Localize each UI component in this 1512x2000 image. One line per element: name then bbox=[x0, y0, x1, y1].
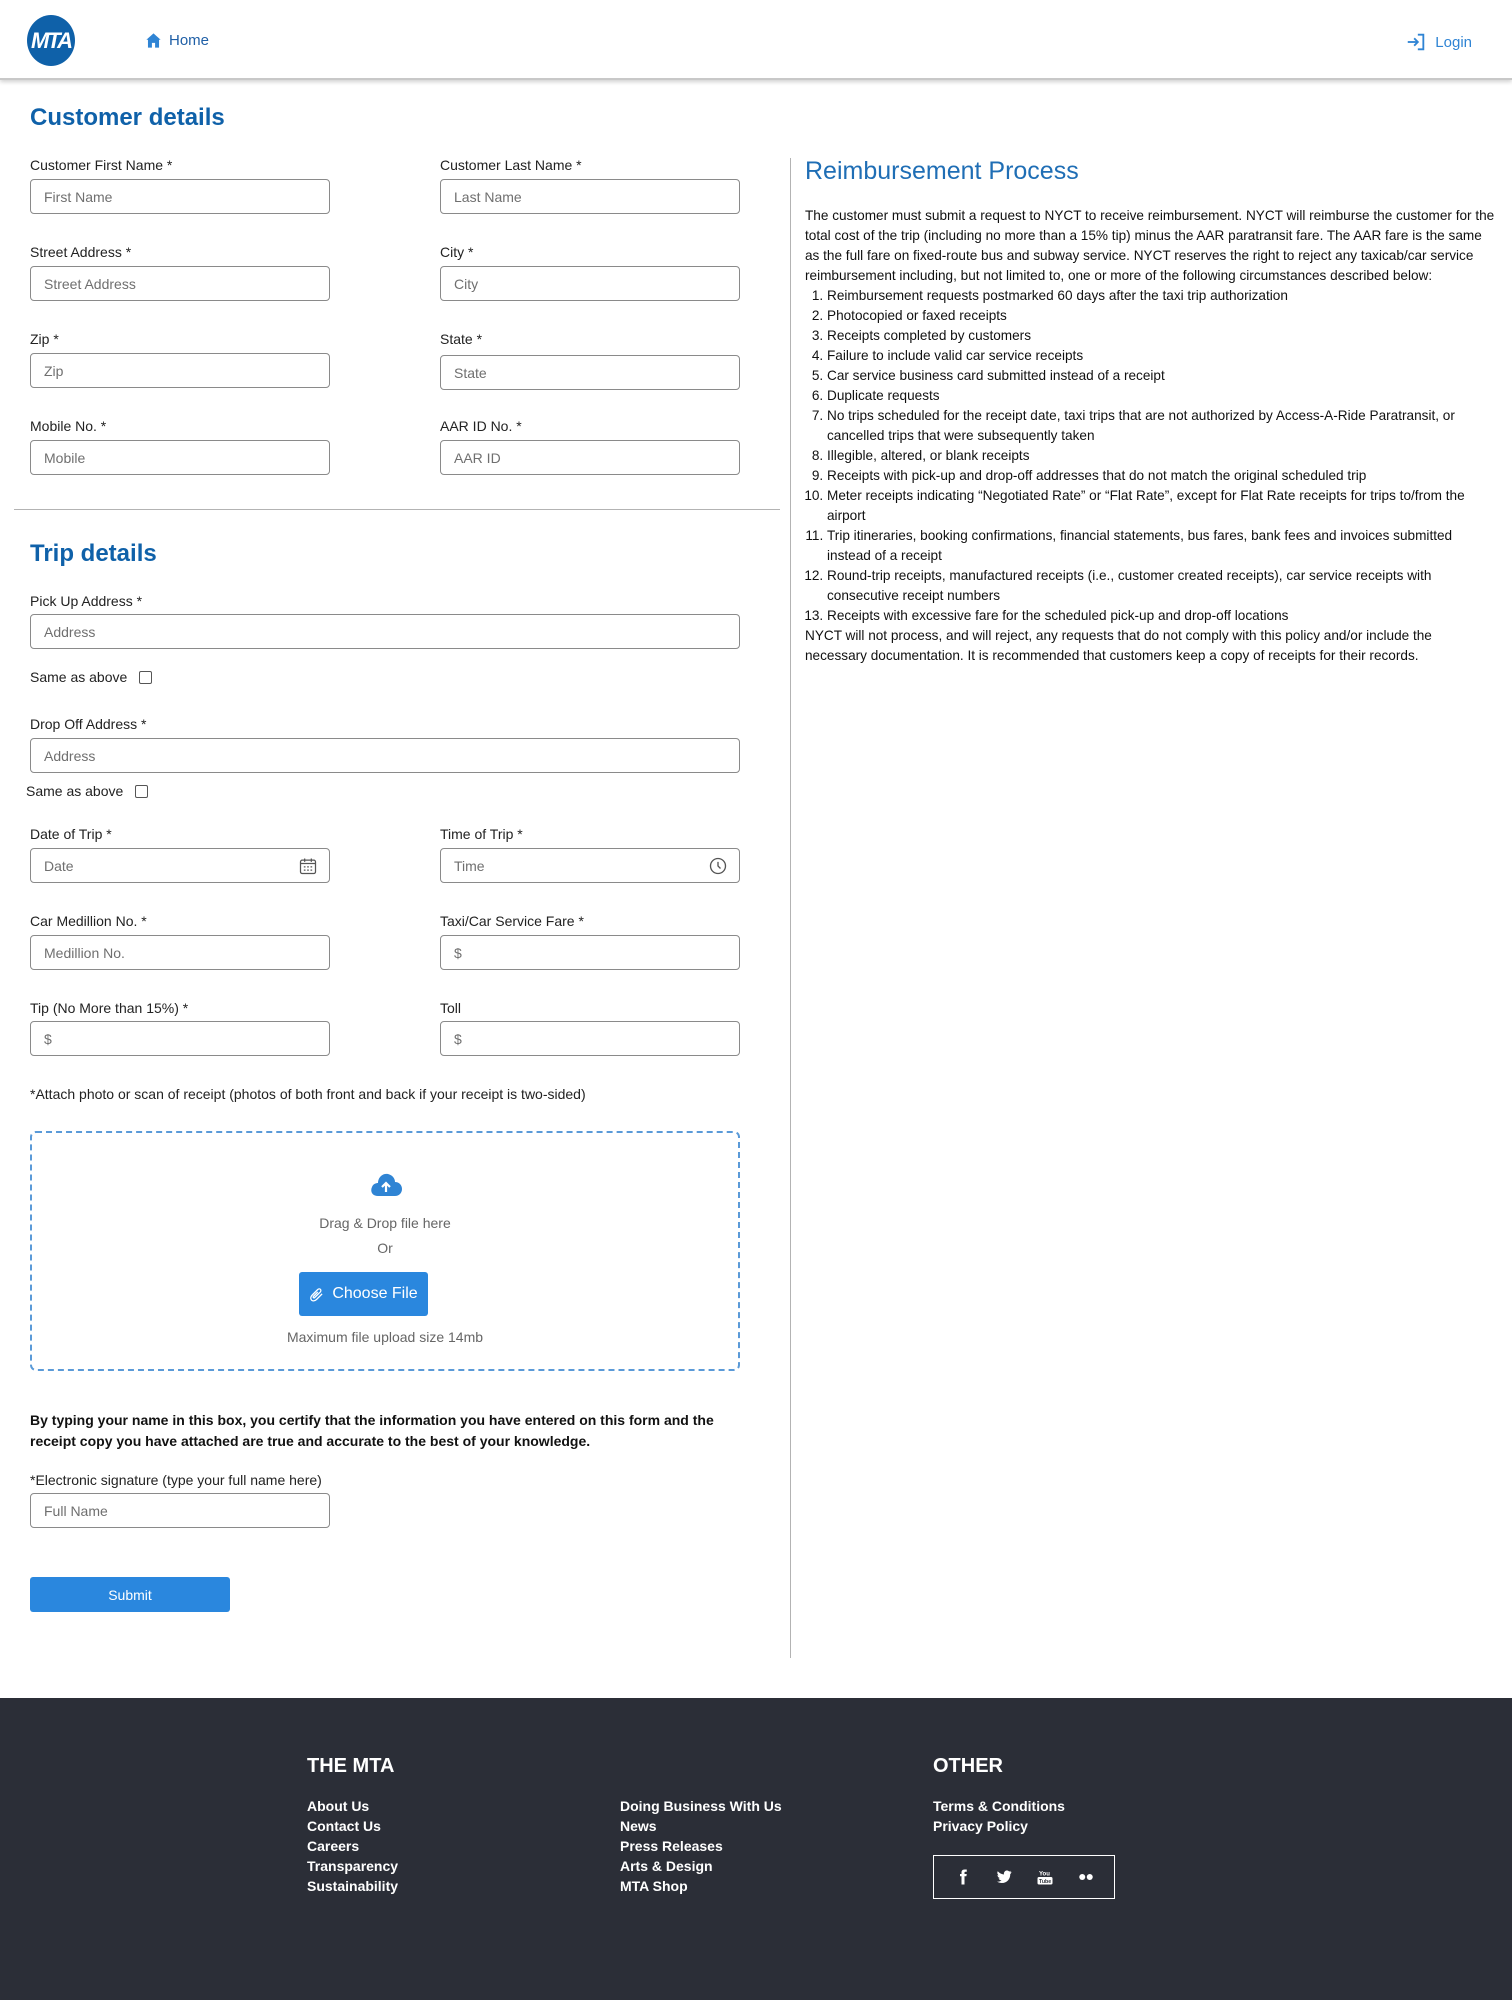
footer-heading-other: OTHER bbox=[933, 1755, 1003, 1777]
pickup-address-label: Pick Up Address * bbox=[30, 593, 143, 609]
toll-label: Toll bbox=[440, 1000, 462, 1016]
first-name-input[interactable] bbox=[30, 179, 330, 214]
list-item: 10. Meter receipts indicating “Negotiated Rate” or “Flat Rate”, except for Flat Rate receipts for trips to/from the airport bbox=[827, 486, 1495, 526]
flickr-icon[interactable] bbox=[1074, 1865, 1098, 1889]
footer-link[interactable]: Terms & Conditions bbox=[933, 1798, 1065, 1814]
facebook-icon[interactable] bbox=[951, 1865, 975, 1889]
list-item: 6. Duplicate requests bbox=[827, 386, 1495, 406]
youtube-icon[interactable] bbox=[1033, 1865, 1057, 1889]
same-as-above-label: Same as above bbox=[30, 669, 128, 685]
submit-button[interactable]: Submit bbox=[30, 1577, 230, 1612]
footer-link[interactable]: Press Releases bbox=[620, 1838, 723, 1854]
or-text: Or bbox=[377, 1240, 393, 1256]
dropoff-address-input[interactable] bbox=[30, 738, 740, 773]
list-item: 4. Failure to include valid car service receipts bbox=[827, 346, 1495, 366]
paperclip-icon bbox=[309, 1287, 324, 1302]
list-item: 8. Illegible, altered, or blank receipts bbox=[827, 446, 1495, 466]
tip-label: Tip (No More than 15%) * bbox=[30, 1000, 189, 1016]
home-icon bbox=[144, 31, 163, 50]
dropoff-address-label: Drop Off Address * bbox=[30, 716, 147, 732]
list-item: 3. Receipts completed by customers bbox=[827, 326, 1495, 346]
footer-link[interactable]: Careers bbox=[307, 1838, 360, 1854]
certification-text: By typing your name in this box, you certify that the information you have entered on this form and the receipt copy you have attached are true and accurate to the best of your knowledge. bbox=[30, 1412, 714, 1449]
footer-link[interactable]: Arts & Design bbox=[620, 1858, 713, 1874]
time-field bbox=[440, 848, 740, 883]
signature-input[interactable] bbox=[30, 1493, 330, 1528]
footer-link[interactable]: News bbox=[620, 1818, 657, 1834]
file-dropzone[interactable] bbox=[30, 1131, 740, 1371]
login-label: Login bbox=[1435, 33, 1472, 51]
zip-label: Zip * bbox=[30, 331, 59, 347]
reimbursement-intro: The customer must submit a request to NYCT to receive reimbursement. NYCT will reimburse the customer for the total cost of the trip (including no more than a 15% tip) minus the AAR paratransit fare. The AAR fare is the same as the full fare on fixed-route bus and subway service. NYCT reserves the right to reject any taxicab/car service reimbursement including, but not limited to, one or more of the following circumstances described below: bbox=[805, 208, 1495, 283]
signature-label: *Electronic signature (type your full name here) bbox=[30, 1472, 322, 1488]
section-divider bbox=[14, 509, 780, 510]
home-link[interactable] bbox=[144, 31, 209, 50]
fare-label: Taxi/Car Service Fare * bbox=[440, 913, 584, 929]
attach-note: *Attach photo or scan of receipt (photos of both front and back if your receipt is two-sided) bbox=[30, 1086, 586, 1102]
column-divider bbox=[790, 158, 791, 1658]
reimbursement-title: Reimbursement Process bbox=[805, 157, 1079, 185]
last-name-input[interactable] bbox=[440, 179, 740, 214]
zip-input[interactable] bbox=[30, 353, 330, 388]
last-name-label: Customer Last Name * bbox=[440, 157, 582, 173]
svg-text:You: You bbox=[1038, 1871, 1050, 1878]
drag-drop-text: Drag & Drop file here bbox=[319, 1215, 451, 1231]
home-label: Home bbox=[169, 32, 210, 49]
cloud-upload-icon bbox=[369, 1170, 403, 1198]
mobile-input[interactable] bbox=[30, 440, 330, 475]
time-input[interactable] bbox=[440, 848, 740, 883]
list-item: 1. Reimbursement requests postmarked 60 days after the taxi trip authorization bbox=[827, 286, 1495, 306]
footer-link[interactable]: Doing Business With Us bbox=[620, 1798, 782, 1814]
choose-file-button[interactable] bbox=[299, 1272, 428, 1316]
customer-details-title: Customer details bbox=[30, 104, 225, 131]
footer-links-other bbox=[933, 1796, 1065, 1836]
social-links bbox=[933, 1855, 1115, 1899]
date-of-trip-label: Date of Trip * bbox=[30, 826, 112, 842]
reimbursement-body bbox=[805, 206, 1495, 666]
site-footer bbox=[0, 1698, 1512, 2000]
aar-id-label: AAR ID No. * bbox=[440, 418, 522, 434]
footer-heading-the-mta: THE MTA bbox=[307, 1755, 395, 1777]
aar-id-input[interactable] bbox=[440, 440, 740, 475]
tip-input[interactable] bbox=[30, 1021, 330, 1056]
medallion-input[interactable] bbox=[30, 935, 330, 970]
choose-file-label: Choose File bbox=[332, 1285, 418, 1302]
same-as-above-checkbox[interactable] bbox=[139, 671, 152, 684]
same-as-above-pickup[interactable] bbox=[30, 669, 152, 685]
same-as-above-dropoff[interactable] bbox=[26, 783, 148, 799]
footer-links-mta bbox=[307, 1796, 398, 1896]
list-item: 13. Receipts with excessive fare for the scheduled pick-up and drop-off locations bbox=[827, 606, 1495, 626]
city-input[interactable] bbox=[440, 266, 740, 301]
calendar-icon[interactable] bbox=[298, 856, 318, 876]
mobile-label: Mobile No. * bbox=[30, 418, 107, 434]
footer-link[interactable]: Transparency bbox=[307, 1858, 399, 1874]
max-file-size-text: Maximum file upload size 14mb bbox=[286, 1329, 484, 1345]
login-icon bbox=[1405, 31, 1427, 53]
twitter-icon[interactable] bbox=[992, 1865, 1016, 1889]
street-address-input[interactable] bbox=[30, 266, 330, 301]
list-item: 11. Trip itineraries, booking confirmations, financial statements, bus fares, bank fees and invoices submitted instead of a receipt bbox=[827, 526, 1495, 566]
footer-link[interactable]: About Us bbox=[307, 1798, 370, 1814]
mta-logo[interactable]: MTA bbox=[27, 15, 75, 66]
list-item: 12. Round-trip receipts, manufactured receipts (i.e., customer created receipts), car service receipts with consecutive receipt numbers bbox=[827, 566, 1495, 606]
footer-link[interactable]: MTA Shop bbox=[620, 1878, 688, 1894]
date-field bbox=[30, 848, 330, 883]
login-link[interactable] bbox=[1405, 31, 1472, 53]
state-label: State * bbox=[440, 331, 483, 347]
list-item: 2. Photocopied or faxed receipts bbox=[827, 306, 1495, 326]
date-input[interactable] bbox=[30, 848, 330, 883]
clock-icon[interactable] bbox=[708, 856, 728, 876]
same-as-above-checkbox[interactable] bbox=[135, 785, 148, 798]
same-as-above-label: Same as above bbox=[26, 783, 124, 799]
time-of-trip-label: Time of Trip * bbox=[440, 826, 523, 842]
list-item: 5. Car service business card submitted instead of a receipt bbox=[827, 366, 1495, 386]
first-name-label: Customer First Name * bbox=[30, 157, 173, 173]
fare-input[interactable] bbox=[440, 935, 740, 970]
state-input[interactable] bbox=[440, 355, 740, 390]
pickup-address-input[interactable] bbox=[30, 614, 740, 649]
trip-details-title: Trip details bbox=[30, 540, 157, 567]
medallion-label: Car Medillion No. * bbox=[30, 913, 147, 929]
footer-link[interactable]: Contact Us bbox=[307, 1818, 381, 1834]
footer-links-business bbox=[620, 1796, 782, 1896]
footer-link[interactable]: Sustainability bbox=[307, 1878, 399, 1894]
list-item: 7. No trips scheduled for the receipt date, taxi trips that are not authorized by Access-A-Ride Paratransit, or cancelled trips that were subsequently taken bbox=[827, 406, 1495, 446]
toll-input[interactable] bbox=[440, 1021, 740, 1056]
rejection-list bbox=[805, 286, 1495, 626]
footer-link[interactable]: Privacy Policy bbox=[933, 1818, 1028, 1834]
list-item: 9. Receipts with pick-up and drop-off addresses that do not match the original scheduled trip bbox=[827, 466, 1495, 486]
city-label: City * bbox=[440, 244, 474, 260]
svg-text:Tube: Tube bbox=[1038, 1879, 1051, 1885]
reimbursement-outro: NYCT will not process, and will reject, any requests that do not comply with this policy and/or include the necessary documentation. It is recommended that customers keep a copy of receipts for their records. bbox=[805, 628, 1432, 663]
street-address-label: Street Address * bbox=[30, 244, 132, 260]
site-header bbox=[0, 0, 1512, 80]
